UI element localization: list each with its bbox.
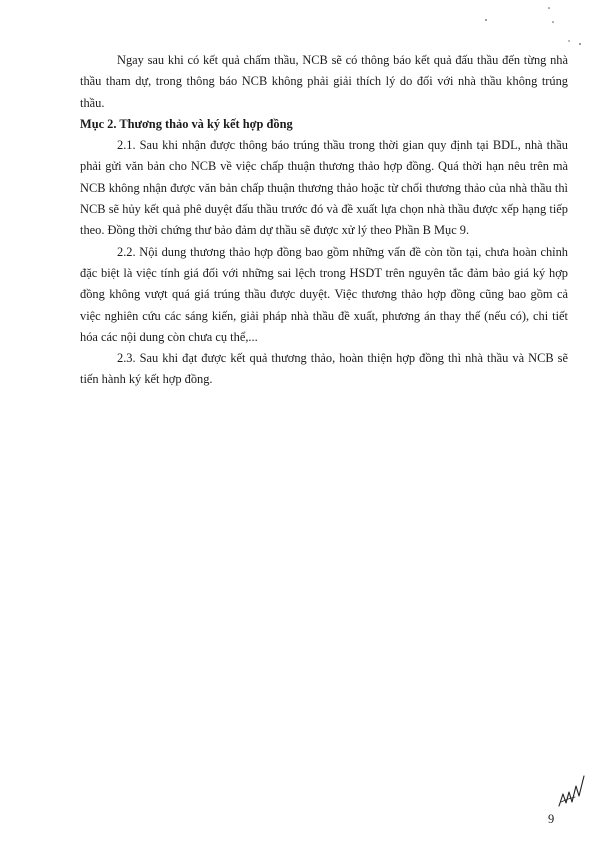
document-body [80, 50, 568, 391]
intro-paragraph: Ngay sau khi có kết quả chấm thầu, NCB sẽ có thông báo kết quả đấu thầu đến từng nhà thầu tham dự, trong thông báo NCB không phải giải thích lý do đối với nhà thầu không trúng thầu. [80, 53, 568, 110]
section-heading: Mục 2. Thương thảo và ký kết hợp đồng [80, 116, 293, 131]
clause-2-2: 2.2. Nội dung thương thảo hợp đồng bao gồm những vấn đề còn tồn tại, chưa hoàn chỉnh đặc biệt là việc tính giá đối với những sai lệch trong HSDT trên nguyên tắc đảm bảo giá ký hợp đồng không vượt quá giá trúng thầu được duyệt. Việc thương thảo hợp đồng cũng bao gồm cả việc nghiên cứu các sáng kiến, giải pháp nhà thầu đề xuất, phương án thay thế (nếu có), chi tiết hóa các nội dung còn chưa cụ thể,... [80, 244, 568, 344]
clause-2-1: 2.1. Sau khi nhận được thông báo trúng thầu trong thời gian quy định tại BDL, nhà thầu phải gửi văn bản cho NCB về việc chấp thuận thương thảo hợp đồng. Quá thời hạn nêu trên mà NCB không nhận được văn bản chấp thuận thương thảo hoặc từ chối thương thảo của nhà thầu thì NCB sẽ hủy kết quả phê duyệt đấu thầu trước đó và đề xuất lựa chọn nhà thầu được xếp hạng tiếp theo. Đồng thời chứng thư bảo đảm dự thầu sẽ được xử lý theo Phần B Mục 9. [80, 138, 568, 238]
clause-2-3: 2.3. Sau khi đạt được kết quả thương thảo, hoàn thiện hợp đồng thì nhà thầu và NCB sẽ tiến hành ký kết hợp đồng. [80, 351, 568, 387]
initials-signature [556, 772, 590, 812]
page-number: 9 [548, 812, 555, 826]
